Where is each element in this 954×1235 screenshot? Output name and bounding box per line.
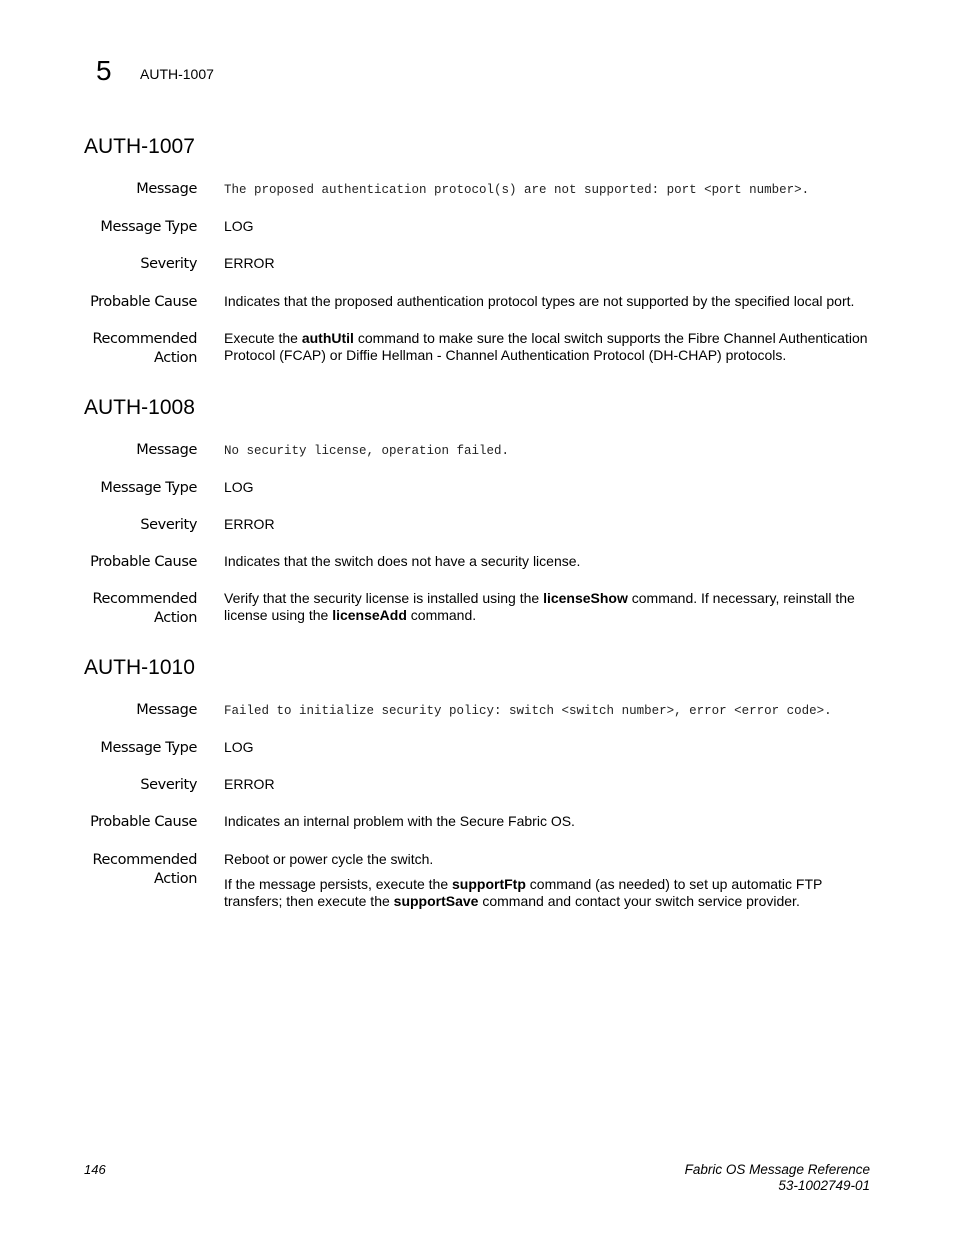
- command-name: supportFtp: [452, 876, 526, 892]
- severity-value: ERROR: [224, 516, 275, 532]
- label-recommended-action: Recommended Action: [92, 852, 197, 887]
- entry-title: AUTH-1007: [84, 135, 195, 158]
- label-message: Message: [136, 181, 197, 197]
- doc-title: Fabric OS Message Reference: [684, 1162, 870, 1177]
- recommended-action-value: Verify that the security license is installed using the licenseShow command. If necessary, reinstall the license using the licenseAdd command.: [224, 590, 855, 623]
- label-message-type: Message Type: [100, 740, 197, 756]
- recommended-action-value: Execute the authUtil command to make sure the local switch supports the Fibre Channel Authentication Protocol (FCAP) or Diffie Hellman - Channel Authentication Protocol (DH-CHAP) protocols.: [224, 330, 868, 363]
- running-header-title: AUTH-1007: [140, 66, 214, 82]
- entry-title: AUTH-1010: [84, 656, 195, 679]
- label-probable-cause: Probable Cause: [90, 814, 197, 830]
- message-text: Failed to initialize security policy: switch <switch number>, error <error code>.: [224, 704, 832, 718]
- chapter-number: 5: [96, 55, 112, 86]
- label-severity: Severity: [140, 517, 197, 533]
- label-message: Message: [136, 442, 197, 458]
- label-probable-cause: Probable Cause: [90, 554, 197, 570]
- command-name: licenseAdd: [332, 607, 407, 623]
- command-name: licenseShow: [543, 590, 628, 606]
- probable-cause-value: Indicates an internal problem with the Secure Fabric OS.: [224, 813, 575, 829]
- severity-value: ERROR: [224, 255, 275, 271]
- label-message-type: Message Type: [100, 219, 197, 235]
- message-type-value: LOG: [224, 218, 254, 234]
- message-type-value: LOG: [224, 479, 254, 495]
- command-name: supportSave: [393, 893, 479, 909]
- label-probable-cause: Probable Cause: [90, 294, 197, 310]
- label-severity: Severity: [140, 777, 197, 793]
- page-number: 146: [84, 1162, 106, 1177]
- recommended-action-value: Reboot or power cycle the switch. If the message persists, execute the supportFtp command (as needed) to set up automatic FTP transfers; then execute the supportSave command and contact your switch service provider.: [224, 851, 823, 909]
- message-text: No security license, operation failed.: [224, 444, 510, 458]
- message-text: The proposed authentication protocol(s) are not supported: port <port number>.: [224, 183, 810, 197]
- doc-number: 53-1002749-01: [778, 1178, 870, 1193]
- label-severity: Severity: [140, 256, 197, 272]
- command-name: authUtil: [301, 330, 354, 346]
- label-message-type: Message Type: [100, 480, 197, 496]
- label-recommended-action: Recommended Action: [92, 591, 197, 626]
- label-message: Message: [136, 702, 197, 718]
- label-recommended-action: Recommended Action: [92, 331, 197, 366]
- message-type-value: LOG: [224, 739, 254, 755]
- probable-cause-value: Indicates that the switch does not have a security license.: [224, 553, 581, 569]
- severity-value: ERROR: [224, 776, 275, 792]
- footer-doc-info: [685, 1162, 870, 1194]
- entry-title: AUTH-1008: [84, 396, 195, 419]
- probable-cause-value: Indicates that the proposed authentication protocol types are not supported by the specified local port.: [224, 293, 855, 309]
